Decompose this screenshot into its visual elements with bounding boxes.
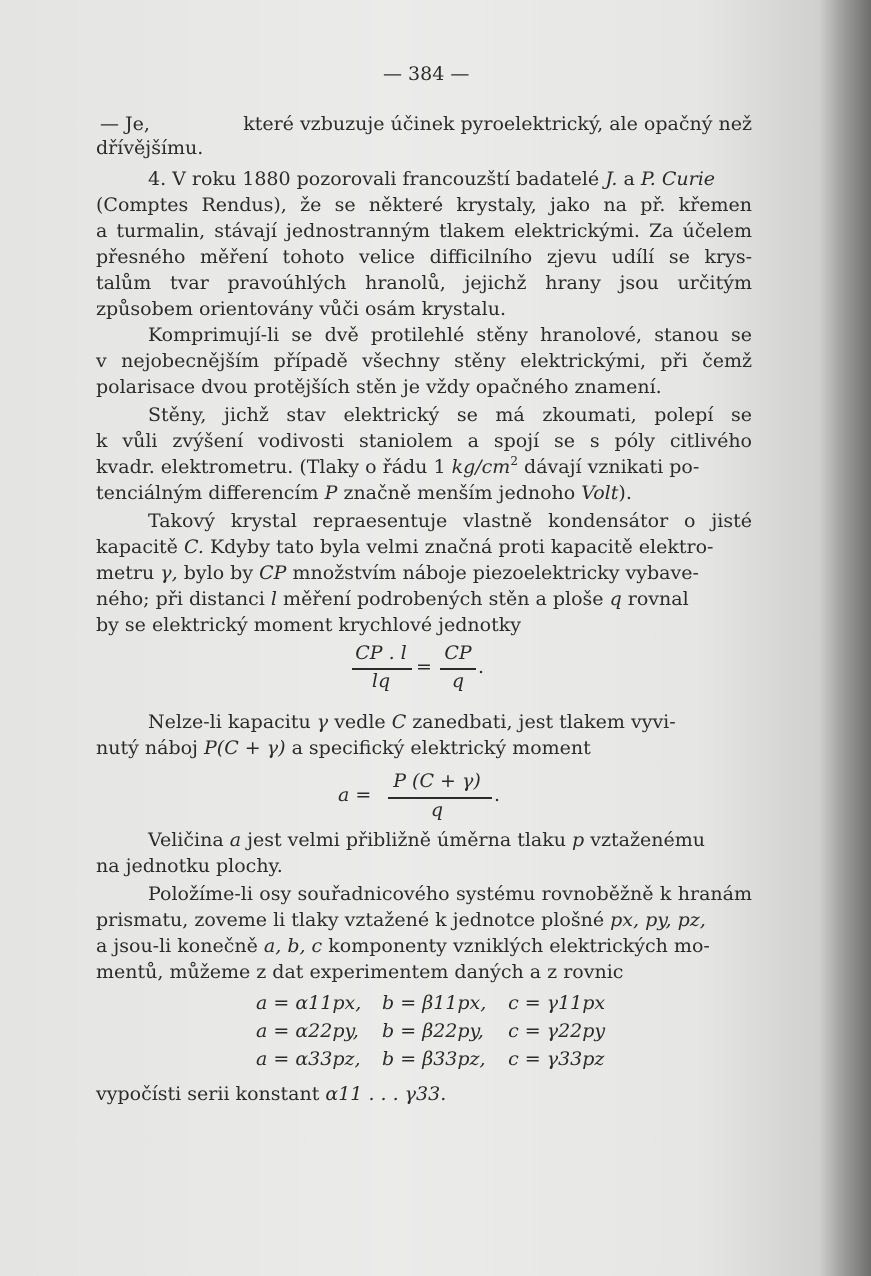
text-span: metru bbox=[96, 562, 155, 584]
text-span: množstvím náboje piezoelektricky vybave- bbox=[292, 562, 699, 584]
paragraph-line bbox=[96, 1082, 446, 1106]
math-symbol: px, bbox=[610, 909, 640, 931]
paragraph-line bbox=[96, 934, 710, 958]
text-span: tenciálným differencím bbox=[96, 482, 319, 504]
text-span: 4. V roku 1880 pozorovali francouzští badatelé bbox=[148, 168, 600, 190]
text-span: značně menším jednoho bbox=[343, 482, 576, 504]
text-span: kapacitě bbox=[96, 536, 178, 558]
paragraph-line bbox=[100, 112, 752, 136]
text-span: dávají vznikati po- bbox=[524, 456, 700, 478]
equation-cell: c = γ22py bbox=[508, 1020, 606, 1042]
paragraph-line: (Comptes Rendus), že se některé krystaly, jako na př. křemen bbox=[96, 194, 752, 216]
paragraph-line bbox=[96, 535, 713, 559]
math-symbol: p bbox=[572, 829, 585, 851]
equation-cell: a = α11px, bbox=[256, 992, 362, 1014]
text-span: ). bbox=[618, 482, 632, 504]
equation-row bbox=[256, 992, 605, 1014]
text-span: ného; při distanci bbox=[96, 588, 265, 610]
paragraph-line: mentů, můžeme z dat experimentem daných a z rovnic bbox=[96, 961, 624, 983]
equation-cell: b = β33pz, bbox=[382, 1048, 486, 1070]
math-expression: P(C + γ) bbox=[204, 737, 286, 759]
text-span: kvadr. elektrometru. (Tlaky o řádu 1 bbox=[96, 456, 446, 478]
paragraph-line: k vůli zvýšení vodivosti staniolem a spojí se s póly citlivého bbox=[96, 430, 752, 452]
math-symbol: γ, bbox=[160, 562, 178, 584]
paragraph-line: přesného měření tohoto velice difficilního zjevu udílí se krys- bbox=[96, 246, 752, 268]
math-symbol: l bbox=[270, 588, 277, 610]
fraction-numerator: CP bbox=[444, 642, 472, 664]
equation-row bbox=[256, 1048, 604, 1070]
paragraph-line: by se elektrický moment krychlové jednotky bbox=[96, 614, 521, 636]
author-initial: P. bbox=[640, 168, 656, 190]
paragraph-line bbox=[148, 710, 676, 734]
author-name: Curie bbox=[661, 168, 716, 190]
fraction-denominator: lq bbox=[371, 670, 391, 692]
paragraph-line bbox=[96, 561, 699, 585]
fraction-numerator: P (C + γ) bbox=[393, 770, 481, 792]
math-symbol: CP bbox=[259, 562, 287, 584]
equation-row bbox=[256, 1020, 605, 1042]
math-symbol: a bbox=[229, 829, 242, 851]
paragraph-line: Položíme-li osy souřadnicového systému rovnoběžně k hranám bbox=[148, 883, 752, 905]
paragraph-line: talům tvar pravoúhlých hranolů, jejichž hrany jsou určitým bbox=[96, 272, 752, 294]
paragraph-line: polarisace dvou protějších stěn je vždy opačného znamení. bbox=[96, 376, 662, 398]
text-span: měření podrobených stěn a ploše bbox=[283, 588, 604, 610]
text-span: bylo by bbox=[183, 562, 254, 584]
paragraph-line: Stěny, jichž stav elektrický se má zkoumati, polepí se bbox=[148, 404, 752, 426]
formula-moment bbox=[350, 642, 490, 702]
math-symbol: pz, bbox=[677, 909, 706, 931]
paragraph-line bbox=[148, 167, 715, 191]
paragraph-line: Takový krystal repraesentuje vlastně kondensátor o jisté bbox=[148, 510, 752, 532]
text-span: komponenty vzniklých elektrických mo- bbox=[328, 935, 710, 957]
page-number: — 384 — bbox=[383, 63, 470, 85]
period: . bbox=[478, 656, 485, 678]
text-span: prismatu, zoveme li tlaky vztažené k jednotce plošné bbox=[96, 909, 605, 931]
math-symbol: C bbox=[391, 711, 407, 733]
text-span: Kdyby tato byla velmi značná proti kapacitě elektro- bbox=[209, 536, 714, 558]
math-symbol: P bbox=[324, 482, 338, 504]
text-span: Nelze-li kapacitu bbox=[148, 711, 311, 733]
text-span: vztaženému bbox=[590, 829, 705, 851]
text-span: — Je, bbox=[100, 113, 150, 135]
equation-cell: a = α33pz, bbox=[256, 1048, 361, 1070]
formula-specific-moment bbox=[338, 768, 518, 828]
math-expression: α11 . . . γ33. bbox=[325, 1083, 447, 1105]
fraction-denominator: q bbox=[430, 799, 444, 821]
text-span: které vzbuzuje účinek pyroelektrický, ale opačný než bbox=[243, 113, 752, 135]
text-span: jest velmi přibližně úměrna tlaku bbox=[247, 829, 566, 851]
paragraph-line: v nejobecnějším případě všechny stěny elektrickými, při čemž bbox=[96, 350, 752, 372]
paragraph-line: na jednotku plochy. bbox=[96, 855, 283, 877]
paragraph-line bbox=[96, 481, 632, 505]
equation-cell: b = β22py, bbox=[382, 1020, 484, 1042]
paragraph-line: způsobem orientovány vůči osám krystalu. bbox=[96, 298, 506, 320]
equation-cell: c = γ11px bbox=[508, 992, 606, 1014]
text-span: Veličina bbox=[148, 829, 224, 851]
math-symbol: q bbox=[609, 588, 622, 610]
paragraph-line bbox=[96, 908, 706, 932]
text-span: vypočísti serii konstant bbox=[96, 1083, 320, 1105]
unit: kg/cm bbox=[451, 456, 511, 478]
text-span: zanedbati, jest tlakem vyvi- bbox=[412, 711, 676, 733]
text-span: a bbox=[623, 168, 635, 190]
author-initial: J. bbox=[605, 168, 618, 190]
equation-cell: c = γ33pz bbox=[508, 1048, 605, 1070]
math-symbol: γ bbox=[316, 711, 329, 733]
paragraph-line bbox=[96, 587, 689, 611]
equation-cell: b = β11px, bbox=[382, 992, 487, 1014]
math-symbol: py, bbox=[645, 909, 672, 931]
paragraph-line: dřívějšímu. bbox=[96, 137, 204, 159]
equals-sign: = bbox=[416, 656, 432, 678]
fraction-numerator: CP . l bbox=[355, 642, 407, 664]
formula-lhs: a = bbox=[338, 784, 372, 806]
unit: Volt bbox=[581, 482, 619, 504]
paragraph-line bbox=[96, 455, 699, 479]
text-span: nutý náboj bbox=[96, 737, 198, 759]
text-span: vedle bbox=[334, 711, 386, 733]
text-span: rovnal bbox=[627, 588, 689, 610]
fraction-denominator: q bbox=[451, 670, 465, 692]
equation-cell: a = α22py, bbox=[256, 1020, 359, 1042]
paragraph-line: a turmalin, stávají jednostranným tlakem elektrickými. Za účelem bbox=[96, 220, 752, 242]
math-symbol: a, b, c bbox=[263, 935, 323, 957]
text-span: a specifický elektrický moment bbox=[291, 737, 591, 759]
text-span: a jsou-li konečně bbox=[96, 935, 258, 957]
paragraph-line bbox=[148, 828, 705, 852]
paragraph-line: Komprimují-li se dvě protilehlé stěny hranolové, stanou se bbox=[148, 324, 752, 346]
exponent: 2 bbox=[510, 454, 518, 468]
period: . bbox=[494, 784, 501, 806]
paragraph-line bbox=[96, 736, 591, 760]
math-symbol: C. bbox=[183, 536, 204, 558]
